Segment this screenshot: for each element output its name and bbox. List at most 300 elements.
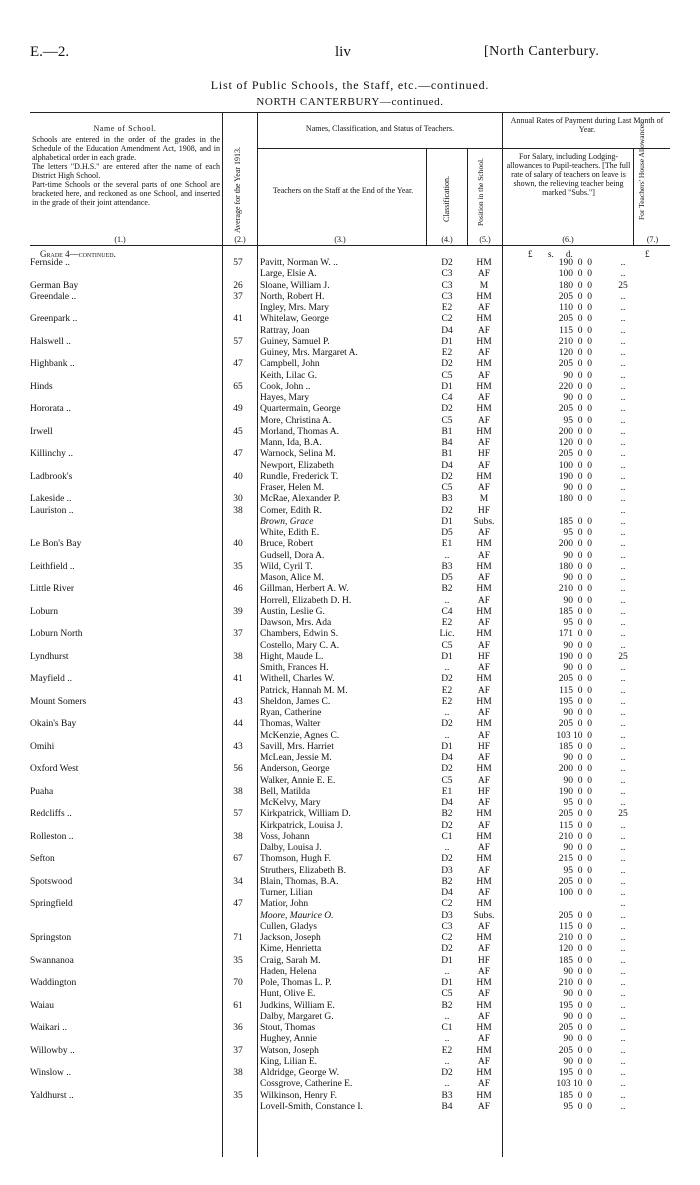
average-attendance: 38 bbox=[233, 505, 243, 516]
teacher-name: Kirkpatrick, William D. bbox=[260, 809, 351, 820]
teacher-name: Newport, Elizabeth bbox=[260, 460, 334, 471]
position: HM bbox=[476, 1045, 492, 1056]
page-title: List of Public Schools, the Staff, etc.—continued. bbox=[210, 78, 490, 92]
teacher-name: Sheldon, James C. bbox=[260, 696, 331, 707]
house-allowance: .. bbox=[620, 854, 626, 865]
house-allowance: 25 bbox=[618, 280, 628, 291]
table-row bbox=[30, 607, 670, 618]
average-attendance: 67 bbox=[233, 854, 243, 865]
house-allowance: .. bbox=[620, 1034, 626, 1045]
table-row bbox=[30, 461, 670, 472]
salary: 115 0 0 bbox=[559, 325, 592, 336]
average-attendance: 47 bbox=[233, 449, 243, 460]
table-row bbox=[30, 584, 670, 595]
school-note-3: Part-time Schools or the several parts of one School are bracketed here, and reckoned as one School, and inserted in the grade of their joint attendance. bbox=[32, 180, 220, 207]
table-row bbox=[30, 956, 670, 967]
school-name: Puaha bbox=[30, 786, 54, 797]
position: AF bbox=[477, 1056, 491, 1067]
table-row bbox=[30, 1012, 670, 1023]
salary: 185 0 0 bbox=[558, 516, 592, 527]
table-row bbox=[30, 652, 670, 663]
average-attendance: 35 bbox=[233, 955, 243, 966]
classification: D4 bbox=[441, 753, 453, 763]
table-row bbox=[30, 292, 670, 303]
teacher-name: Wilkinson, Henry F. bbox=[260, 1090, 337, 1101]
position: AF bbox=[477, 573, 491, 583]
position: HM bbox=[476, 336, 492, 347]
house-allowance: .. bbox=[620, 910, 626, 921]
classification: D5 bbox=[441, 573, 453, 583]
teacher-name: Morland, Thomas A. bbox=[260, 426, 339, 437]
average-attendance: 37 bbox=[233, 291, 243, 302]
table-row bbox=[30, 641, 670, 652]
position: Subs. bbox=[473, 516, 495, 527]
house-allowance: .. bbox=[620, 888, 626, 898]
house-allowance: .. bbox=[620, 719, 626, 730]
teacher-name: Wild, Cyril T. bbox=[260, 561, 313, 572]
salary: 190 0 0 bbox=[558, 258, 592, 268]
house-allowance: .. bbox=[620, 708, 626, 718]
house-allowance: .. bbox=[620, 899, 626, 910]
classification: D1 bbox=[441, 336, 453, 347]
average-attendance: 34 bbox=[233, 876, 243, 887]
col-num-4: (4.) bbox=[441, 235, 453, 244]
salary: 115 0 0 bbox=[559, 820, 592, 831]
classification: D1 bbox=[441, 381, 453, 392]
salary: 210 0 0 bbox=[558, 831, 592, 842]
table-row bbox=[30, 528, 670, 539]
salary: 120 0 0 bbox=[558, 944, 592, 955]
school-name: Rolleston .. bbox=[30, 831, 74, 842]
salary: 190 0 0 bbox=[558, 651, 592, 662]
average-attendance: 65 bbox=[233, 381, 243, 392]
salary: 210 0 0 bbox=[558, 584, 592, 595]
salary: 90 0 0 bbox=[563, 753, 592, 763]
school-name: Waddington bbox=[30, 978, 77, 988]
house-allowance: .. bbox=[620, 640, 626, 651]
col-num-6: (6.) bbox=[562, 235, 574, 244]
school-name: German Bay bbox=[30, 280, 79, 291]
house-allowance: .. bbox=[620, 393, 626, 403]
school-name: Irwell bbox=[30, 426, 53, 437]
school-name: Mount Somers bbox=[30, 696, 87, 707]
classification: D1 bbox=[441, 516, 453, 527]
grade-label: Grade 4—continued. bbox=[40, 249, 116, 259]
teacher-name: Haden, Helena bbox=[260, 966, 317, 977]
position: AF bbox=[477, 989, 491, 1000]
position: HF bbox=[477, 786, 491, 797]
house-allowance: .. bbox=[620, 876, 626, 887]
average-attendance: 57 bbox=[233, 336, 243, 347]
position: AF bbox=[477, 921, 491, 932]
position: AF bbox=[477, 348, 491, 358]
teacher-name: Watson, Joseph bbox=[260, 1045, 319, 1056]
teacher-name: Gudsell, Dora A. bbox=[260, 550, 325, 561]
salary: 90 0 0 bbox=[563, 1011, 592, 1022]
teacher-name: Gillman, Herbert A. W. bbox=[260, 584, 349, 595]
position: HM bbox=[476, 258, 492, 268]
table-row bbox=[30, 877, 670, 888]
house-allowance: .. bbox=[620, 291, 626, 302]
school-name: Ladbrook's bbox=[30, 471, 73, 482]
salary: 215 0 0 bbox=[558, 854, 592, 865]
average-attendance: 57 bbox=[233, 258, 243, 268]
average-attendance: 70 bbox=[233, 978, 243, 988]
salary: 90 0 0 bbox=[563, 573, 592, 583]
teacher-name: Dalby, Margaret G. bbox=[260, 1011, 334, 1022]
average-attendance: 38 bbox=[233, 1068, 243, 1078]
teacher-name: King, Lilian E. bbox=[260, 1056, 317, 1067]
position: HM bbox=[476, 359, 492, 370]
house-allowance: .. bbox=[620, 606, 626, 617]
position: HF bbox=[477, 651, 491, 662]
position: AF bbox=[477, 1079, 491, 1090]
position: HM bbox=[476, 809, 492, 820]
classification: .. bbox=[444, 730, 450, 741]
teacher-name: McLean, Jessie M. bbox=[260, 753, 332, 763]
classification: D5 bbox=[441, 528, 453, 538]
salary-heading: For Salary, including Lodging-allowances to Pupil-teachers. [The full rate of salary of teachers on leave is shown, the relieving teacher being marked "Subs."] bbox=[506, 152, 631, 197]
table-row bbox=[30, 911, 670, 922]
teacher-name: Hunt, Olive E. bbox=[260, 989, 316, 1000]
table-row bbox=[30, 371, 670, 382]
house-allowance: .. bbox=[620, 831, 626, 842]
teacher-name: Costello, Mary C. A. bbox=[260, 640, 340, 651]
average-attendance: 35 bbox=[233, 561, 243, 572]
classification: E2 bbox=[441, 685, 453, 696]
table-row bbox=[30, 314, 670, 325]
position: AF bbox=[477, 393, 491, 403]
classification: C3 bbox=[441, 291, 453, 302]
salary: 95 0 0 bbox=[563, 618, 592, 628]
house-allowance: .. bbox=[620, 978, 626, 988]
teacher-name: Judkins, William E. bbox=[260, 1000, 335, 1011]
school-name: Lakeside .. bbox=[30, 494, 72, 505]
salary: 90 0 0 bbox=[563, 550, 592, 561]
school-name: Hinds bbox=[30, 381, 53, 392]
school-name: Lyndhurst bbox=[30, 651, 69, 662]
average-attendance: 47 bbox=[233, 359, 243, 370]
table-row bbox=[30, 764, 670, 775]
school-name: Swannanoa bbox=[30, 955, 74, 966]
salary: 120 0 0 bbox=[558, 348, 592, 358]
table-row bbox=[30, 742, 670, 753]
school-name: Okain's Bay bbox=[30, 719, 77, 730]
table-top-rule bbox=[30, 112, 670, 113]
school-name: Loburn North bbox=[30, 629, 83, 640]
teacher-name: Jackson, Joseph bbox=[260, 933, 321, 943]
table-row bbox=[30, 438, 670, 449]
position: HM bbox=[476, 933, 492, 943]
table-row bbox=[30, 967, 670, 978]
house-allowance: .. bbox=[620, 685, 626, 696]
table-row bbox=[30, 539, 670, 550]
teacher-name: McKenzie, Agnes C. bbox=[260, 730, 340, 741]
position: HM bbox=[476, 404, 492, 415]
school-note-2: The letters "D.H.S." are entered after the name of each District High School. bbox=[32, 162, 220, 180]
salary: 195 0 0 bbox=[558, 1000, 592, 1011]
position-heading: Position in the School. bbox=[476, 158, 485, 226]
house-allowance: .. bbox=[620, 775, 626, 786]
salary: 90 0 0 bbox=[563, 1034, 592, 1045]
salary: 190 0 0 bbox=[558, 786, 592, 797]
table-row bbox=[30, 753, 670, 764]
position: AF bbox=[477, 269, 491, 280]
classification: C5 bbox=[441, 415, 453, 426]
house-allowance: .. bbox=[620, 426, 626, 437]
position: HM bbox=[476, 426, 492, 437]
position: AF bbox=[477, 618, 491, 628]
house-allowance: .. bbox=[620, 404, 626, 415]
classification: D2 bbox=[441, 820, 453, 831]
school-name: Springston bbox=[30, 933, 72, 943]
teacher-name: Ingley, Mrs. Mary bbox=[260, 303, 330, 313]
classification: B2 bbox=[441, 876, 453, 887]
teacher-name: Sloane, William J. bbox=[260, 280, 330, 291]
school-name: Little River bbox=[30, 584, 75, 595]
position: AF bbox=[477, 685, 491, 696]
salary: 90 0 0 bbox=[563, 370, 592, 381]
section-name: [North Canterbury. bbox=[484, 44, 600, 59]
position: HM bbox=[476, 719, 492, 730]
names-heading: Names, Classification, and Status of Teachers. bbox=[305, 124, 455, 133]
salary: 205 0 0 bbox=[558, 291, 592, 302]
position: AF bbox=[477, 438, 491, 448]
school-name: Leithfield .. bbox=[30, 561, 75, 572]
teacher-name: Bell, Matilda bbox=[260, 786, 311, 797]
salary: 103 10 0 bbox=[556, 730, 592, 741]
classification: D1 bbox=[441, 978, 453, 988]
classification: B3 bbox=[441, 1090, 453, 1101]
salary: 120 0 0 bbox=[558, 438, 592, 448]
classification: C5 bbox=[441, 640, 453, 651]
table-row bbox=[30, 798, 670, 809]
salary: 210 0 0 bbox=[558, 933, 592, 943]
staff-table bbox=[30, 258, 670, 1113]
teacher-name: Horrell, Elizabeth D. H. bbox=[260, 595, 352, 606]
salary: 90 0 0 bbox=[563, 775, 592, 786]
salary: 90 0 0 bbox=[563, 483, 592, 493]
school-name: Mayfield .. bbox=[30, 674, 72, 685]
table-row bbox=[30, 854, 670, 865]
table-row bbox=[30, 348, 670, 359]
school-name: Waikari .. bbox=[30, 1023, 67, 1033]
salary: 115 0 0 bbox=[559, 685, 592, 696]
position: HM bbox=[476, 561, 492, 572]
table-row bbox=[30, 697, 670, 708]
salary: 180 0 0 bbox=[558, 280, 592, 291]
classification: D2 bbox=[441, 719, 453, 730]
classification: C3 bbox=[441, 269, 453, 280]
salary: 205 0 0 bbox=[558, 809, 592, 820]
salary: 100 0 0 bbox=[558, 460, 592, 471]
table-row bbox=[30, 303, 670, 314]
house-allowance: .. bbox=[620, 989, 626, 1000]
position: AF bbox=[477, 528, 491, 538]
school-name: Greendale .. bbox=[30, 291, 77, 302]
average-attendance: 45 bbox=[233, 426, 243, 437]
school-name: Redcliffs .. bbox=[30, 809, 72, 820]
house-allowance: .. bbox=[620, 325, 626, 336]
classification: C4 bbox=[441, 393, 453, 403]
house-allowance: .. bbox=[620, 944, 626, 955]
salary: 90 0 0 bbox=[563, 989, 592, 1000]
classification: C5 bbox=[441, 370, 453, 381]
teacher-name: Brown, Grace bbox=[260, 516, 314, 527]
classification: E2 bbox=[441, 618, 453, 628]
table-row bbox=[30, 404, 670, 415]
school-note-1: Schools are entered in the order of the grades in the Schedule of the Education Amendment Act, 1908, and in alphabetical order in each grade. bbox=[32, 135, 220, 162]
teacher-name: Dawson, Mrs. Ada bbox=[260, 618, 332, 628]
house-allowance: .. bbox=[620, 1011, 626, 1022]
position: AF bbox=[477, 708, 491, 718]
school-name: Le Bon's Bay bbox=[30, 539, 82, 550]
table-row bbox=[30, 708, 670, 719]
house-allowance: .. bbox=[620, 561, 626, 572]
table-row bbox=[30, 416, 670, 427]
classification: D1 bbox=[441, 651, 453, 662]
teacher-name: Blain, Thomas, B.A. bbox=[260, 876, 339, 887]
salary: 205 0 0 bbox=[558, 910, 592, 921]
house-allowance: .. bbox=[620, 1056, 626, 1067]
salary: 95 0 0 bbox=[563, 798, 592, 808]
house-allowance: .. bbox=[620, 843, 626, 853]
classification: C1 bbox=[441, 1023, 453, 1033]
house-allowance: .. bbox=[620, 1045, 626, 1056]
position: HM bbox=[476, 764, 492, 775]
table-row bbox=[30, 258, 670, 269]
classification: B4 bbox=[441, 1101, 453, 1112]
position: AF bbox=[477, 1011, 491, 1022]
teacher-name: Aldridge, George W. bbox=[260, 1068, 339, 1078]
teacher-name: Fraser, Helen M. bbox=[260, 483, 324, 493]
position: AF bbox=[477, 325, 491, 336]
table-row bbox=[30, 494, 670, 505]
table-row bbox=[30, 1057, 670, 1068]
position: AF bbox=[477, 798, 491, 808]
school-name: Hororata .. bbox=[30, 404, 71, 415]
school-name: Winslow .. bbox=[30, 1068, 72, 1078]
table-row bbox=[30, 989, 670, 1000]
salary: 205 0 0 bbox=[558, 314, 592, 325]
teacher-name: Smith, Frances H. bbox=[260, 663, 329, 673]
classification: B2 bbox=[441, 584, 453, 595]
classification: C3 bbox=[441, 921, 453, 932]
house-allowance: .. bbox=[620, 438, 626, 448]
house-allowance: .. bbox=[620, 516, 626, 527]
teachers-heading: Teachers on the Staff at the End of the Year. bbox=[272, 186, 414, 195]
teacher-name: Ryan, Catherine bbox=[260, 708, 322, 718]
table-row bbox=[30, 866, 670, 877]
table-row bbox=[30, 978, 670, 989]
table-row bbox=[30, 719, 670, 730]
school-name: Highbank .. bbox=[30, 359, 75, 370]
position: HM bbox=[476, 471, 492, 482]
house-allowance: .. bbox=[620, 1000, 626, 1011]
teacher-name: Anderson, George bbox=[260, 764, 330, 775]
classification: B1 bbox=[441, 449, 453, 460]
salary: 95 0 0 bbox=[563, 865, 592, 876]
salary: 190 0 0 bbox=[558, 471, 592, 482]
classification: D4 bbox=[441, 325, 453, 336]
average-attendance: 40 bbox=[233, 471, 243, 482]
position: AF bbox=[477, 730, 491, 741]
teacher-name: Turner, Lilian bbox=[260, 888, 313, 898]
house-heading: For Teachers' House Allowances. bbox=[637, 120, 646, 220]
salary: 90 0 0 bbox=[563, 843, 592, 853]
teacher-name: Hayes, Mary bbox=[260, 393, 310, 403]
house-allowance: .. bbox=[620, 663, 626, 673]
page-subtitle: NORTH CANTERBURY—continued. bbox=[256, 96, 444, 108]
classification: D2 bbox=[441, 258, 453, 268]
position: HM bbox=[476, 876, 492, 887]
teacher-name: Dalby, Louisa J. bbox=[260, 843, 322, 853]
classification: C2 bbox=[441, 314, 453, 325]
position: AF bbox=[477, 944, 491, 955]
salary: 90 0 0 bbox=[563, 708, 592, 718]
classification: D2 bbox=[441, 1068, 453, 1078]
table-row bbox=[30, 731, 670, 742]
position: HM bbox=[476, 606, 492, 617]
house-allowance: .. bbox=[620, 550, 626, 561]
school-note bbox=[32, 135, 220, 207]
position: HM bbox=[476, 1090, 492, 1101]
table-row bbox=[30, 1046, 670, 1057]
classification: D2 bbox=[441, 944, 453, 955]
position: HM bbox=[476, 1000, 492, 1011]
table-row bbox=[30, 663, 670, 674]
salary: 180 0 0 bbox=[558, 494, 592, 505]
salary: 90 0 0 bbox=[563, 640, 592, 651]
house-allowance: .. bbox=[620, 359, 626, 370]
salary: 115 0 0 bbox=[559, 921, 592, 932]
teacher-name: Craig, Sarah M. bbox=[260, 955, 321, 966]
house-allowance: .. bbox=[620, 865, 626, 876]
position: HF bbox=[477, 505, 491, 516]
teacher-name: Mann, Ida, B.A. bbox=[260, 438, 322, 448]
table-row bbox=[30, 787, 670, 798]
school-name: Yaldhurst .. bbox=[30, 1090, 74, 1101]
salary: 205 0 0 bbox=[558, 876, 592, 887]
position: HM bbox=[476, 314, 492, 325]
position: HM bbox=[476, 674, 492, 685]
house-allowance: .. bbox=[620, 314, 626, 325]
school-name: Springfield bbox=[30, 899, 73, 910]
house-allowance: .. bbox=[620, 933, 626, 943]
house-allowance: .. bbox=[620, 573, 626, 583]
classification: C5 bbox=[441, 989, 453, 1000]
col-num-1: (1.) bbox=[114, 235, 126, 244]
house-allowance: .. bbox=[620, 584, 626, 595]
classification: C5 bbox=[441, 483, 453, 493]
teacher-name: Pavitt, Norman W. .. bbox=[260, 258, 338, 268]
salary: 185 0 0 bbox=[558, 1090, 592, 1101]
school-name: Waiau bbox=[30, 1000, 55, 1011]
average-attendance: 38 bbox=[233, 786, 243, 797]
salary: 90 0 0 bbox=[563, 966, 592, 977]
classification: E1 bbox=[441, 539, 453, 550]
house-allowance: .. bbox=[620, 539, 626, 550]
teacher-name: Chambers, Edwin S. bbox=[260, 629, 339, 640]
position: AF bbox=[477, 775, 491, 786]
classification: B4 bbox=[441, 438, 453, 448]
teacher-name: Quartermain, George bbox=[260, 404, 341, 415]
salary: 210 0 0 bbox=[558, 978, 592, 988]
salary: 200 0 0 bbox=[558, 539, 592, 550]
position: AF bbox=[477, 640, 491, 651]
classification-heading: Classification. bbox=[442, 176, 451, 222]
classification: B1 bbox=[441, 426, 453, 437]
